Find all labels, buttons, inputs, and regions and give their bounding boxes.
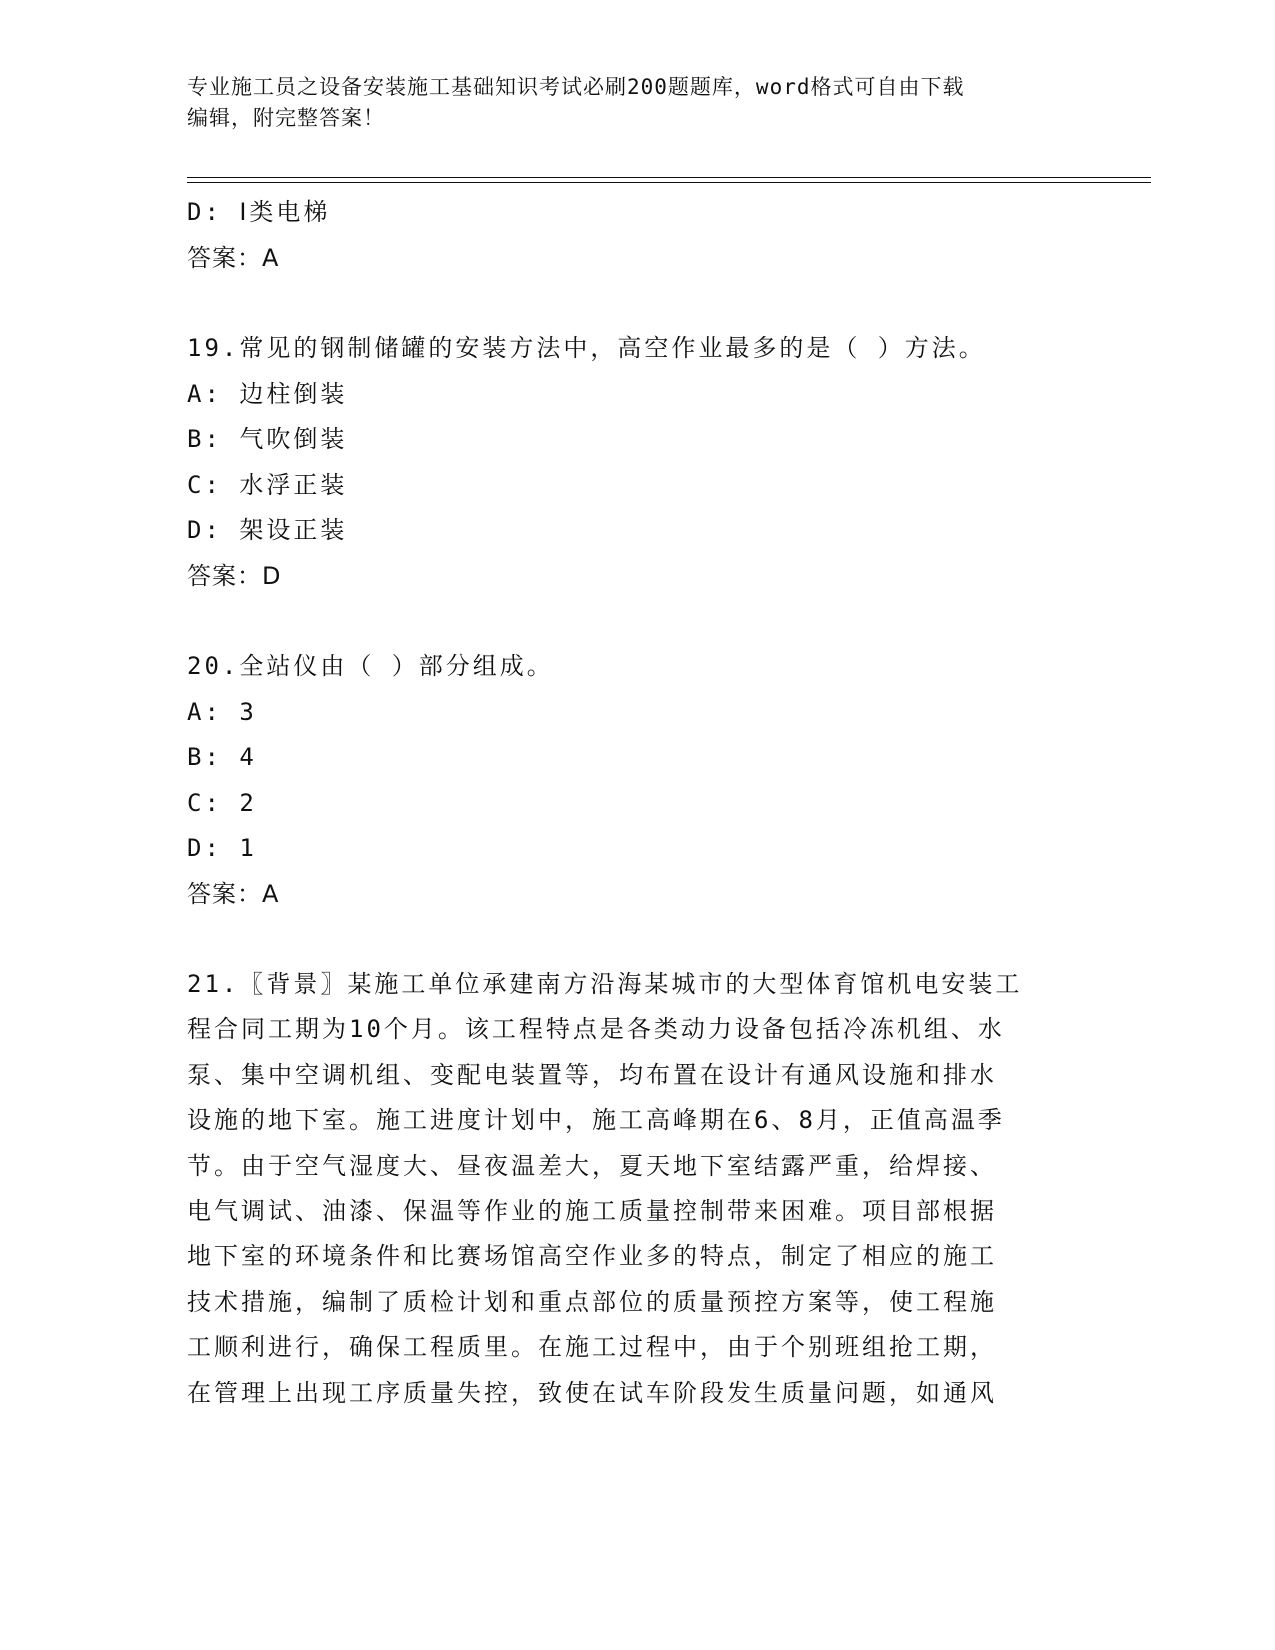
document-header: [187, 72, 1087, 134]
header-title-line-1: 专业施工员之设备安装施工基础知识考试必刷200题题库，word格式可自由下载: [187, 75, 965, 99]
paragraph-line: 节。由于空气湿度大、昼夜温差大，夏天地下室结露严重，给焊接、: [187, 1151, 997, 1180]
paragraph-line: 程合同工期为10个月。该工程特点是各类动力设备包括冷冻机组、水: [187, 1015, 1005, 1044]
option-b: B: 气吹倒装: [187, 425, 348, 453]
paragraph-line: 设施的地下室。施工进度计划中，施工高峰期在6、8月，正值高温季: [187, 1106, 1005, 1135]
spacer: [187, 281, 1087, 326]
paragraph-line: 在管理上出现工序质量失控，致使在试车阶段发生质量问题，如通风: [187, 1378, 997, 1407]
option-d: D: 1: [187, 834, 257, 862]
answer: 答案：D: [187, 561, 282, 590]
option-d: D: 架设正装: [187, 516, 348, 544]
paragraph-line: 泵、集中空调机组、变配电装置等，均布置在设计有通风设施和排水: [187, 1060, 997, 1089]
header-divider-bottom: [187, 182, 1151, 183]
paragraph-line: 工顺利进行，确保工程质里。在施工过程中，由于个别班组抢工期，: [187, 1333, 997, 1362]
paragraph-line: 电气调试、油漆、保温等作业的施工质量控制带来困难。项目部根据: [187, 1197, 997, 1226]
question-20: [187, 644, 1087, 917]
option-b: B: 4: [187, 743, 257, 771]
header-title-line-2: 编辑，附完整答案！: [187, 106, 385, 130]
option-a: A: 边柱倒装: [187, 379, 348, 408]
paragraph-line: 技术措施，编制了质检计划和重点部位的质量预控方案等，使工程施: [187, 1287, 997, 1316]
question-text: 20.全站仪由（ ）部分组成。: [187, 652, 554, 680]
spacer: [187, 917, 1087, 962]
spacer: [187, 599, 1087, 644]
document-body: [187, 190, 1087, 1416]
option-d: D: Ⅰ类电梯: [187, 198, 331, 226]
question-18-tail: [187, 190, 1087, 281]
answer: 答案：A: [187, 879, 280, 908]
option-c: C: 2: [187, 788, 257, 817]
question-19: [187, 326, 1087, 599]
question-21: [187, 962, 1067, 1416]
option-c: C: 水浮正装: [187, 470, 348, 499]
question-text: 19.常见的钢制储罐的安装方法中，高空作业最多的是（ ）方法。: [187, 334, 986, 362]
paragraph-line: 21.〖背景〗某施工单位承建南方沿海某城市的大型体育馆机电安装工: [187, 970, 1023, 998]
option-a: A: 3: [187, 697, 257, 726]
answer: 答案：A: [187, 243, 280, 272]
header-divider-top: [187, 177, 1151, 178]
paragraph-line: 地下室的环境条件和比赛场馆高空作业多的特点，制定了相应的施工: [187, 1242, 997, 1271]
